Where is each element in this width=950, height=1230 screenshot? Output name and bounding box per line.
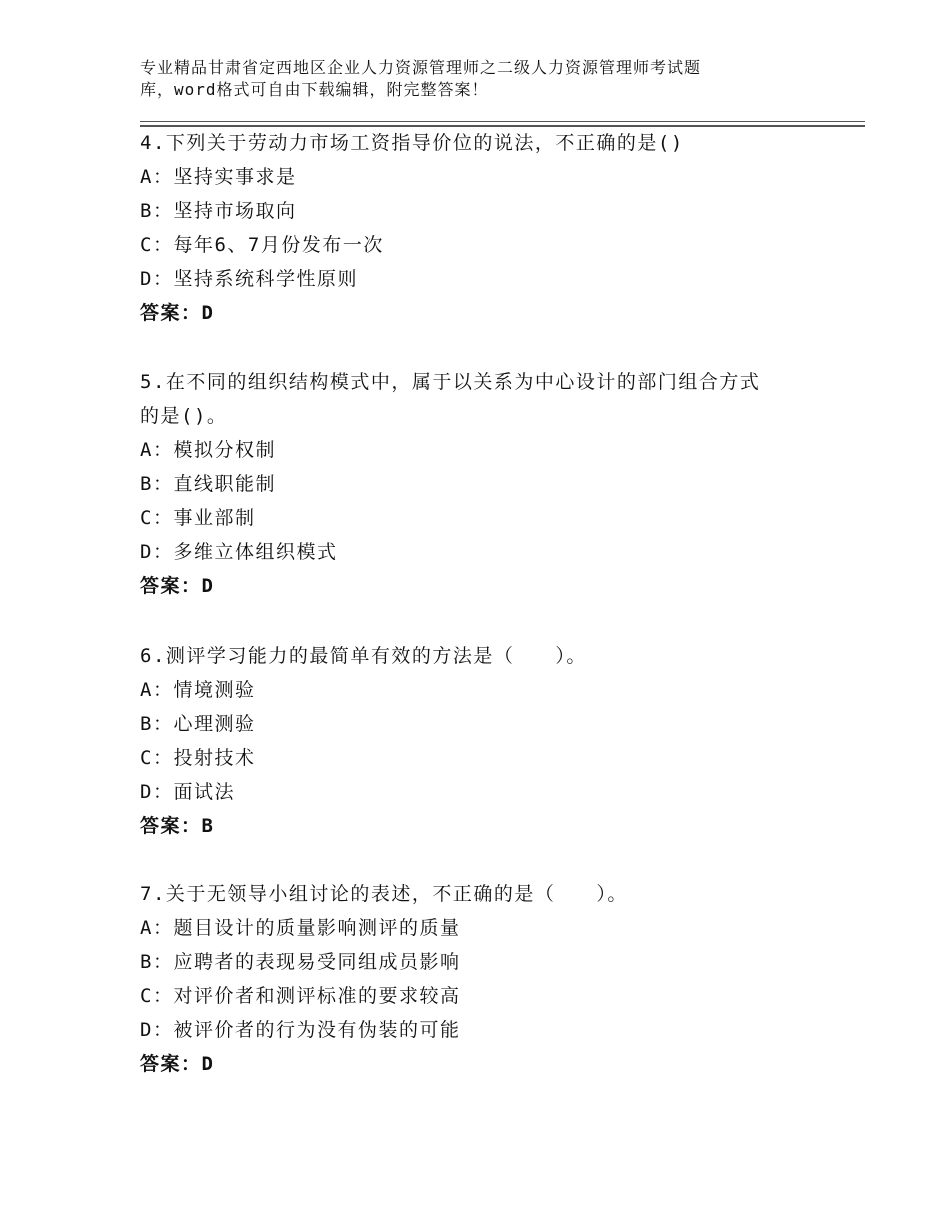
option-a: A：坚持实事求是 xyxy=(140,166,297,188)
option-b: B：应聘者的表现易受同组成员影响 xyxy=(140,951,461,973)
option-a: A：情境测验 xyxy=(140,679,256,701)
answer-label: 答案：D xyxy=(140,575,215,597)
question-stem: 4.下列关于劳动力市场工资指导价位的说法，不正确的是() xyxy=(140,132,684,154)
option-d: D：面试法 xyxy=(140,781,235,803)
header-divider xyxy=(140,121,865,122)
option-b: B：心理测验 xyxy=(140,713,256,735)
option-c: C：事业部制 xyxy=(140,507,256,529)
option-c: C：对评价者和测评标准的要求较高 xyxy=(140,985,461,1007)
option-d: D：被评价者的行为没有伪装的可能 xyxy=(140,1019,461,1041)
header-title-line-1: 专业精品甘肃省定西地区企业人力资源管理师之二级人力资源管理师考试题 xyxy=(140,58,702,77)
question-4 xyxy=(140,126,840,330)
answer-label: 答案：D xyxy=(140,302,215,324)
option-c: C：投射技术 xyxy=(140,747,256,769)
question-6 xyxy=(140,639,840,843)
question-stem-continued: 的是()。 xyxy=(140,405,228,427)
question-5 xyxy=(140,365,840,603)
option-c: C：每年6、7月份发布一次 xyxy=(140,234,384,256)
option-d: D：坚持系统科学性原则 xyxy=(140,268,358,290)
option-a: A：模拟分权制 xyxy=(140,439,276,461)
question-stem: 6.测评学习能力的最简单有效的方法是（ ）。 xyxy=(140,645,587,667)
question-7 xyxy=(140,877,840,1081)
answer-label: 答案：D xyxy=(140,1053,215,1075)
question-stem: 7.关于无领导小组讨论的表述，不正确的是（ ）。 xyxy=(140,883,628,905)
option-b: B：直线职能制 xyxy=(140,473,276,495)
question-stem: 5.在不同的组织结构模式中，属于以关系为中心设计的部门组合方式 xyxy=(140,371,761,393)
option-b: B：坚持市场取向 xyxy=(140,200,297,222)
option-d: D：多维立体组织模式 xyxy=(140,541,338,563)
document-header xyxy=(140,57,840,101)
answer-label: 答案：B xyxy=(140,815,215,837)
option-a: A：题目设计的质量影响测评的质量 xyxy=(140,917,461,939)
header-title-line-2: 库，word格式可自由下载编辑，附完整答案！ xyxy=(140,80,489,99)
